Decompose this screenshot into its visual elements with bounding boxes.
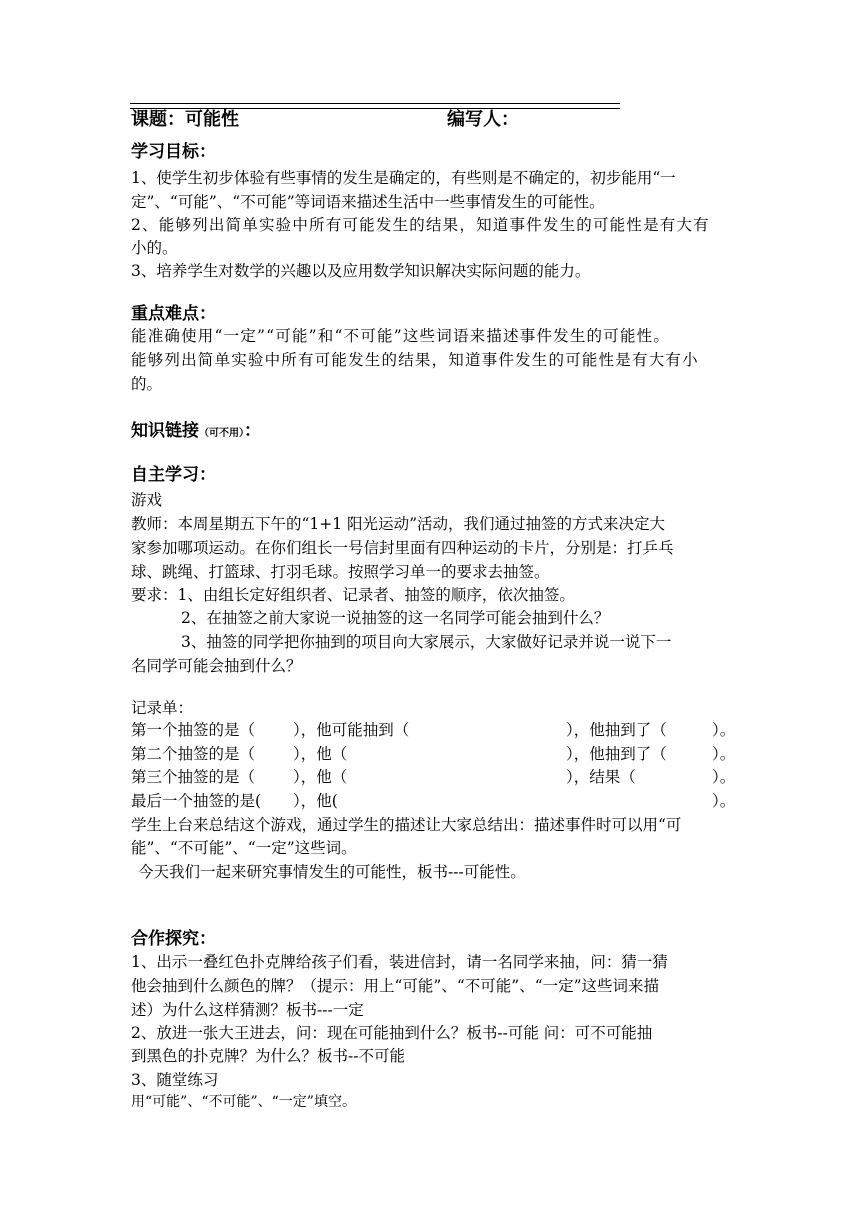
goals-line-2: 定”、“可能”、“不可能”等词语来描述生活中一些事情发生的可能性。 (131, 193, 605, 211)
record-row-2-c: ），他抽到了（ (566, 745, 667, 763)
selfstudy-line-5: 要求：1、由组长定好组织者、记录者、抽签的顺序，依次抽签。 (131, 586, 575, 604)
goals-heading: 学习目标： (131, 142, 216, 162)
cooperate-line-2: 他会抽到什么颜色的牌？（提示：用上“可能”、“不可能”、“一定”这些词来描 (131, 977, 660, 995)
selfstudy-line-6: 2、在抽签之前大家说一说抽签的这一名同学可能会抽到什么？ (181, 609, 610, 627)
record-row-4-b: ），他( (293, 792, 338, 810)
cooperate-line-4: 2、放进一张大王进去，问：现在可能抽到什么？板书--可能 问：可不可能抽 (131, 1024, 653, 1042)
selfstudy-line-2: 教师：本周星期五下午的“1+1 阳光运动”活动，我们通过抽签的方式来决定大 (131, 515, 665, 533)
summary-line-1: 学生上台来总结这个游戏，通过学生的描述让大家总结出：描述事件时可以用“可 (131, 816, 682, 834)
record-row-3-a: 第三个抽签的是（ (131, 768, 256, 786)
record-row-2-d: ）。 (712, 745, 736, 763)
links-note: （可不用） (199, 428, 244, 439)
record-title: 记录单： (131, 699, 194, 717)
summary-line-2: 能”、“不可能”、“一定”这些词。 (131, 839, 357, 857)
goals-line-1: 1、使学生初步体验有些事情的发生是确定的，有些则是不确定的，初步能用“一 (131, 169, 676, 187)
selfstudy-line-3: 家参加哪项运动。在你们组长一号信封里面有四种运动的卡片，分别是：打乒乓 (131, 539, 674, 557)
keypoints-line-3: 的。 (131, 375, 163, 393)
record-row-2-a: 第二个抽签的是（ (131, 745, 256, 763)
keypoints-line-2: 能够列出简单实验中所有可能发生的结果，知道事件发生的可能性是有大有小 (131, 351, 699, 369)
record-row-2-b: ），他（ (293, 745, 348, 763)
record-row-3-c: ），结果（ (566, 768, 636, 786)
goals-line-4: 小的。 (131, 239, 178, 257)
selfstudy-line-1: 游戏 (131, 491, 163, 509)
selfstudy-line-7: 3、抽签的同学把你抽到的项目向大家展示，大家做好记录并说一说下一 (181, 633, 672, 651)
cooperate-line-5: 到黑色的扑克牌？为什么？板书--不可能 (131, 1047, 405, 1065)
keypoints-heading: 重点难点： (131, 304, 216, 324)
record-row-1-c: ），他抽到了（ (566, 721, 667, 739)
selfstudy-line-8: 名同学可能会抽到什么？ (131, 657, 302, 675)
record-row-4-d: ）。 (712, 792, 736, 810)
record-row-4-a: 最后一个抽签的是( (131, 792, 262, 810)
author-label: 编写人： (447, 109, 519, 130)
header-rule-top (130, 103, 620, 104)
selfstudy-heading: 自主学习： (131, 465, 216, 485)
cooperate-line-3: 述）为什么这样猜测？板书---一定 (131, 1001, 364, 1019)
cooperate-line-6: 3、随堂练习 (131, 1071, 219, 1089)
cooperate-heading: 合作探究： (131, 929, 216, 949)
record-row-1-a: 第一个抽签的是（ (131, 721, 256, 739)
selfstudy-line-4: 球、跳绳、打篮球、打羽毛球。按照学习单一的要求去抽签。 (131, 563, 550, 581)
links-heading-text: 知识链接 (131, 421, 199, 441)
goals-line-5: 3、培养学生对数学的兴趣以及应用数学知识解决实际问题的能力。 (131, 262, 591, 280)
links-heading (131, 419, 261, 446)
cooperate-line-7: 用“可能”、“不可能”、“一定”填空。 (131, 1094, 356, 1110)
summary-line-3: 今天我们一起来研究事情发生的可能性，板书---可能性。 (138, 863, 526, 881)
keypoints-line-1: 能准确使用“一定”“可能”和“不可能”这些词语来描述事件发生的可能性。 (131, 327, 671, 345)
record-row-3-b: ），他（ (293, 768, 348, 786)
record-row-1-b: ），他可能抽到（ (293, 721, 410, 739)
goals-line-3: 2、能够列出简单实验中所有可能发生的结果，知道事件发生的可能性是有大有 (131, 216, 710, 234)
record-row-3-d: ）。 (712, 768, 736, 786)
record-row-1-d: ）。 (712, 721, 736, 739)
lesson-title: 课题：可能性 (131, 109, 239, 130)
links-colon: ： (244, 421, 261, 441)
cooperate-line-1: 1、出示一叠红色扑克牌给孩子们看，装进信封，请一名同学来抽，问：猜一猜 (131, 953, 668, 971)
